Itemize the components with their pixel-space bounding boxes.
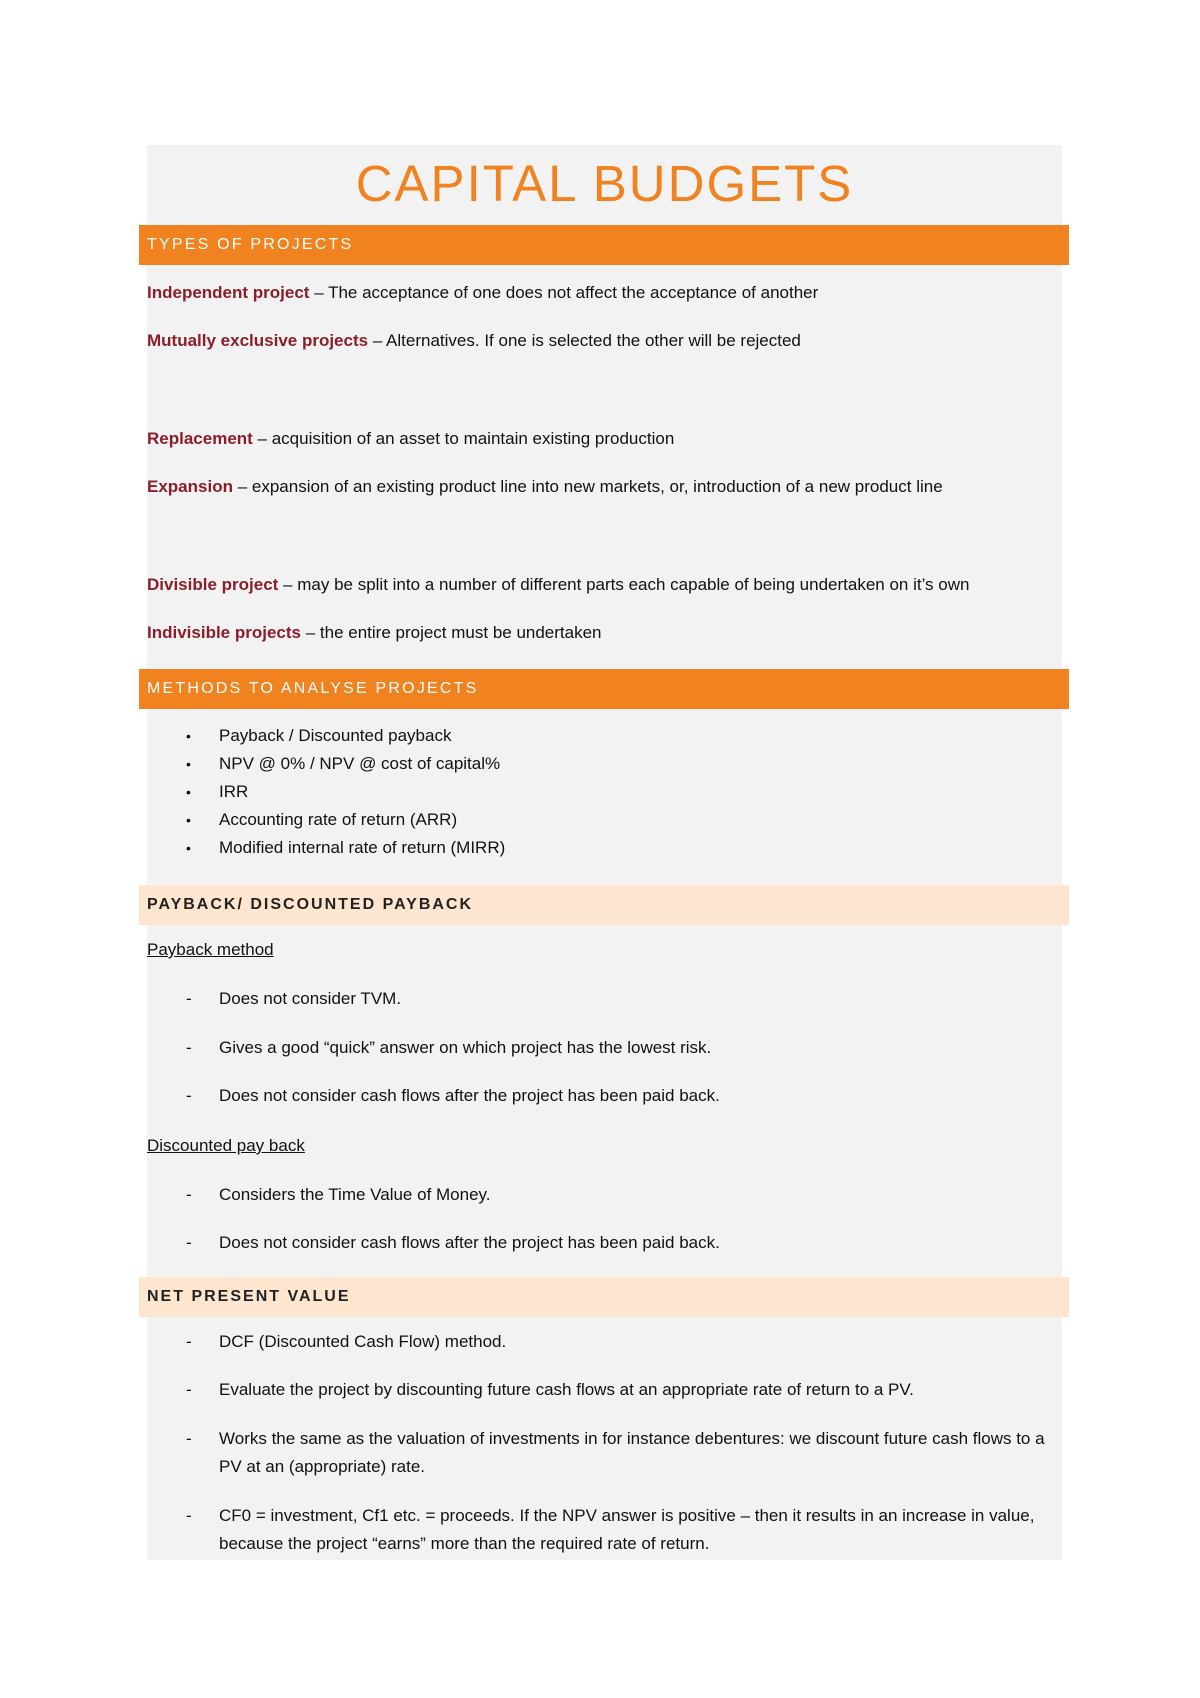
dash-icon: - [186,1332,192,1351]
dash-icon: - [186,1185,192,1204]
term-definition: – Alternatives. If one is selected the other will be rejected [368,331,801,350]
section-heading-payback: PAYBACK/ DISCOUNTED PAYBACK [139,885,1069,925]
bullet-icon: • [186,840,191,856]
project-type-replacement [147,427,1047,451]
method-text: Accounting rate of return (ARR) [219,810,458,829]
npv-text: Works the same as the valuation of investments in for instance debentures: we discount future cash flows to a PV at an (appropriate) rate. [219,1429,1045,1476]
project-type-indivisible [147,621,1047,645]
project-type-divisible [147,573,1047,597]
project-type-independent [147,281,1047,305]
method-text: NPV @ 0% / NPV @ cost of capital% [219,754,501,773]
term-label: Expansion [147,477,233,496]
term-label: Replacement [147,429,253,448]
term-label: Independent project [147,283,310,302]
npv-text: DCF (Discounted Cash Flow) method. [219,1332,507,1351]
term-definition: – expansion of an existing product line into new markets, or, introduction of a new product line [232,477,943,496]
dash-icon: - [186,989,192,1008]
document-title: CAPITAL BUDGETS [355,155,854,212]
section-heading-types-of-projects: TYPES OF PROJECTS [139,225,1069,265]
dash-icon: - [186,1233,192,1252]
section-heading-methods: METHODS TO ANALYSE PROJECTS [139,669,1069,709]
dash-icon: - [186,1380,192,1399]
term-label: Mutually exclusive projects [147,331,369,350]
method-text: Payback / Discounted payback [219,726,452,745]
bullet-icon: • [186,756,191,772]
payback-text: Gives a good “quick” answer on which project has the lowest risk. [219,1038,712,1057]
dash-icon: - [186,1429,192,1448]
term-definition: – acquisition of an asset to maintain existing production [252,429,675,448]
term-definition: – The acceptance of one does not affect the acceptance of another [309,283,819,302]
bullet-icon: • [186,812,191,828]
payback-text: Does not consider TVM. [219,989,402,1008]
project-type-mutually-exclusive [147,329,1047,353]
discounted-payback-heading: Discounted pay back [147,1136,305,1155]
term-label: Indivisible projects [147,623,301,642]
project-type-expansion [147,475,1047,499]
npv-text: Evaluate the project by discounting future cash flows at an appropriate rate of return to a PV. [219,1380,914,1399]
term-label: Divisible project [147,575,279,594]
payback-text: Does not consider cash flows after the project has been paid back. [219,1086,720,1105]
bullet-icon: • [186,784,191,800]
method-text: Modified internal rate of return (MIRR) [219,838,506,857]
npv-text: CF0 = investment, Cf1 etc. = proceeds. If the NPV answer is positive – then it results in an increase in value, because the project “earns” more than the required rate of return. [219,1506,1035,1553]
term-definition: – may be split into a number of different parts each capable of being undertaken on it’s own [278,575,970,594]
payback-method-heading: Payback method [147,940,274,959]
bullet-icon: • [186,728,191,744]
discounted-text: Does not consider cash flows after the project has been paid back. [219,1233,720,1252]
method-text: IRR [219,782,249,801]
dash-icon: - [186,1086,192,1105]
discounted-text: Considers the Time Value of Money. [219,1185,491,1204]
section-heading-npv: NET PRESENT VALUE [139,1277,1069,1317]
dash-icon: - [186,1038,192,1057]
dash-icon: - [186,1506,192,1525]
term-definition: – the entire project must be undertaken [301,623,602,642]
